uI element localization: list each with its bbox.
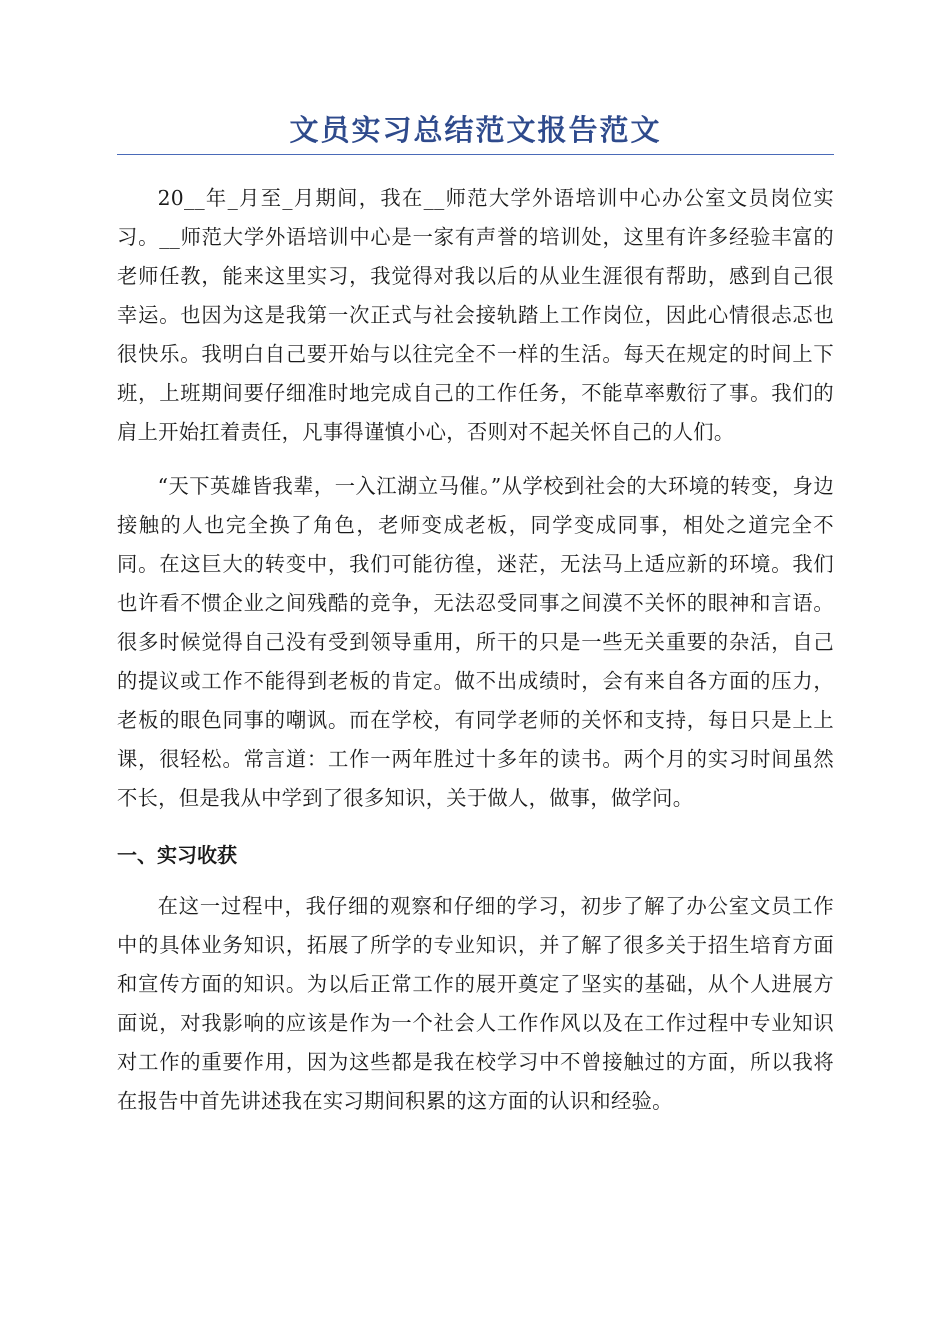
paragraph-transition: “天下英雄皆我辈，一入江湖立马催。”从学校到社会的大环境的转变，身边接触的人也完全换了角色，老师变成老板，同学变成同事，相处之道完全不同。在这巨大的转变中，我们可能彷徨，迷茫，无法马上适应新的环境。我们也许看不惯企业之间残酷的竞争，无法忍受同事之间漠不关怀的眼神和言语。很多时候觉得自己没有受到领导重用，所干的只是一些无关重要的杂活，自己的提议或工作不能得到老板的肯定。做不出成绩时，会有来自各方面的压力，老板的眼色同事的嘲讽。而在学校，有同学老师的关怀和支持，每日只是上上课，很轻松。常言道：工作一两年胜过十多年的读书。两个月的实习时间虽然不长，但是我从中学到了很多知识，关于做人，做事，做学问。 [117,474,834,810]
paragraph-gains: 在这一过程中，我仔细的观察和仔细的学习，初步了解了办公室文员工作中的具体业务知识，拓展了所学的专业知识，并了解了很多关于招生培育方面和宣传方面的知识。为以后正常工作的展开奠定了坚实的基础，从个人进展方面说，对我影响的应该是作为一个社会人工作作风以及在工作过程中专业知识对工作的重要作用，因为这些都是我在校学习中不曾接触过的方面，所以我将在报告中首先讲述我在实习期间积累的这方面的认识和经验。 [117,894,834,1113]
document-page [117,108,834,1121]
document-title: 文员实习总结范文报告范文 [117,108,834,155]
section-heading: 一、实习收获 [117,843,237,867]
paragraph-intro: 20__年_月至_月期间，我在__师范大学外语培训中心办公室文员岗位实习。__师范大学外语培训中心是一家有声誉的培训处，这里有许多经验丰富的老师任教，能来这里实习，我觉得对我以后的从业生涯很有帮助，感到自己很幸运。也因为这是我第一次正式与社会接轨踏上工作岗位，因此心情很忐忑也很快乐。我明白自己要开始与以往完全不一样的生活。每天在规定的时间上下班，上班期间要仔细准时地完成自己的工作任务，不能草率敷衍了事。我们的肩上开始扛着责任，凡事得谨慎小心，否则对不起关怀自己的人们。 [117,186,834,444]
